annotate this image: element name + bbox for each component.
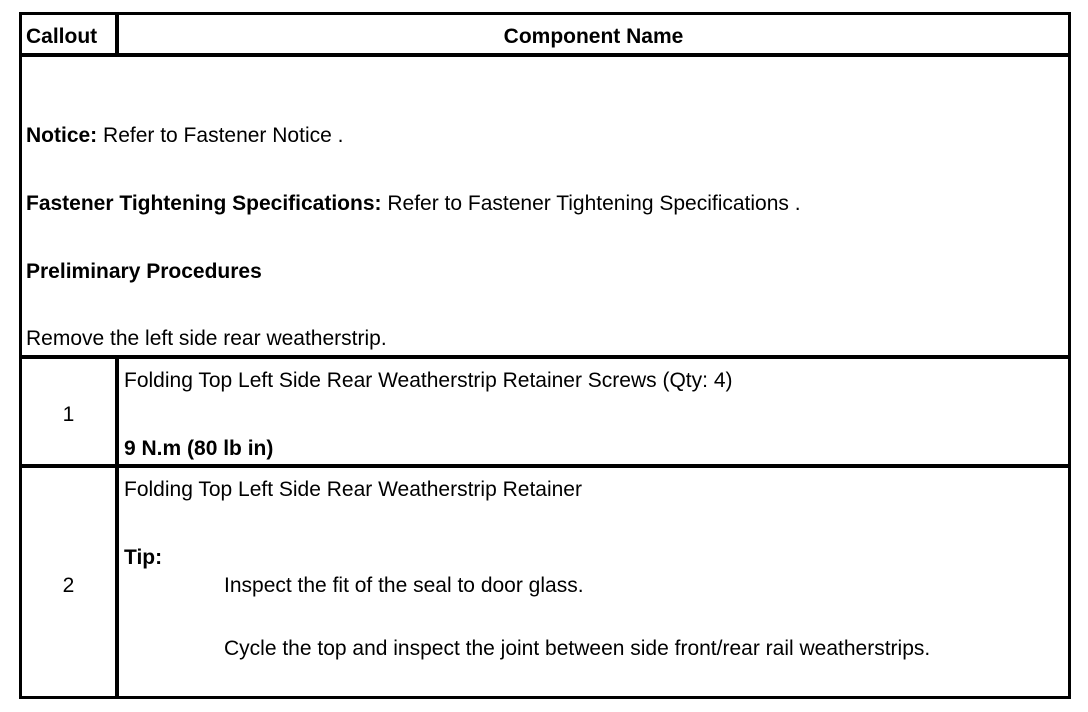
tip-item-2: Cycle the top and inspect the joint between side front/rear rail weatherstrips. <box>224 637 931 660</box>
tip-label: Tip: <box>124 546 163 569</box>
preliminary-procedures-heading: Preliminary Procedures <box>26 260 262 283</box>
callout-header: Callout <box>26 25 98 48</box>
preliminary-step: Remove the left side rear weatherstrip. <box>26 327 387 350</box>
component-name-2: Folding Top Left Side Rear Weatherstrip Retainer <box>124 478 582 501</box>
tip-item-1: Inspect the fit of the seal to door glass. <box>224 574 584 597</box>
procedure-table <box>19 12 1071 699</box>
notice-text: Refer to Fastener Notice . <box>97 124 344 147</box>
intro-divider <box>22 355 1068 359</box>
torque-spec-1: 9 N.m (80 lb in) <box>124 437 274 460</box>
column-divider-rows <box>115 355 119 699</box>
component-name-1: Folding Top Left Side Rear Weatherstrip Retainer Screws (Qty: 4) <box>124 369 733 392</box>
header-divider <box>22 53 1068 57</box>
row-divider <box>22 464 1068 468</box>
callout-1: 1 <box>62 403 75 426</box>
fastener-spec-label: Fastener Tightening Specifications: <box>26 192 382 215</box>
fastener-spec-line <box>26 193 801 214</box>
notice-label: Notice: <box>26 124 98 147</box>
fastener-spec-text: Refer to Fastener Tightening Specifications . <box>381 192 801 215</box>
notice-line <box>26 125 343 146</box>
component-name-header: Component Name <box>503 25 684 48</box>
callout-2: 2 <box>62 574 75 597</box>
